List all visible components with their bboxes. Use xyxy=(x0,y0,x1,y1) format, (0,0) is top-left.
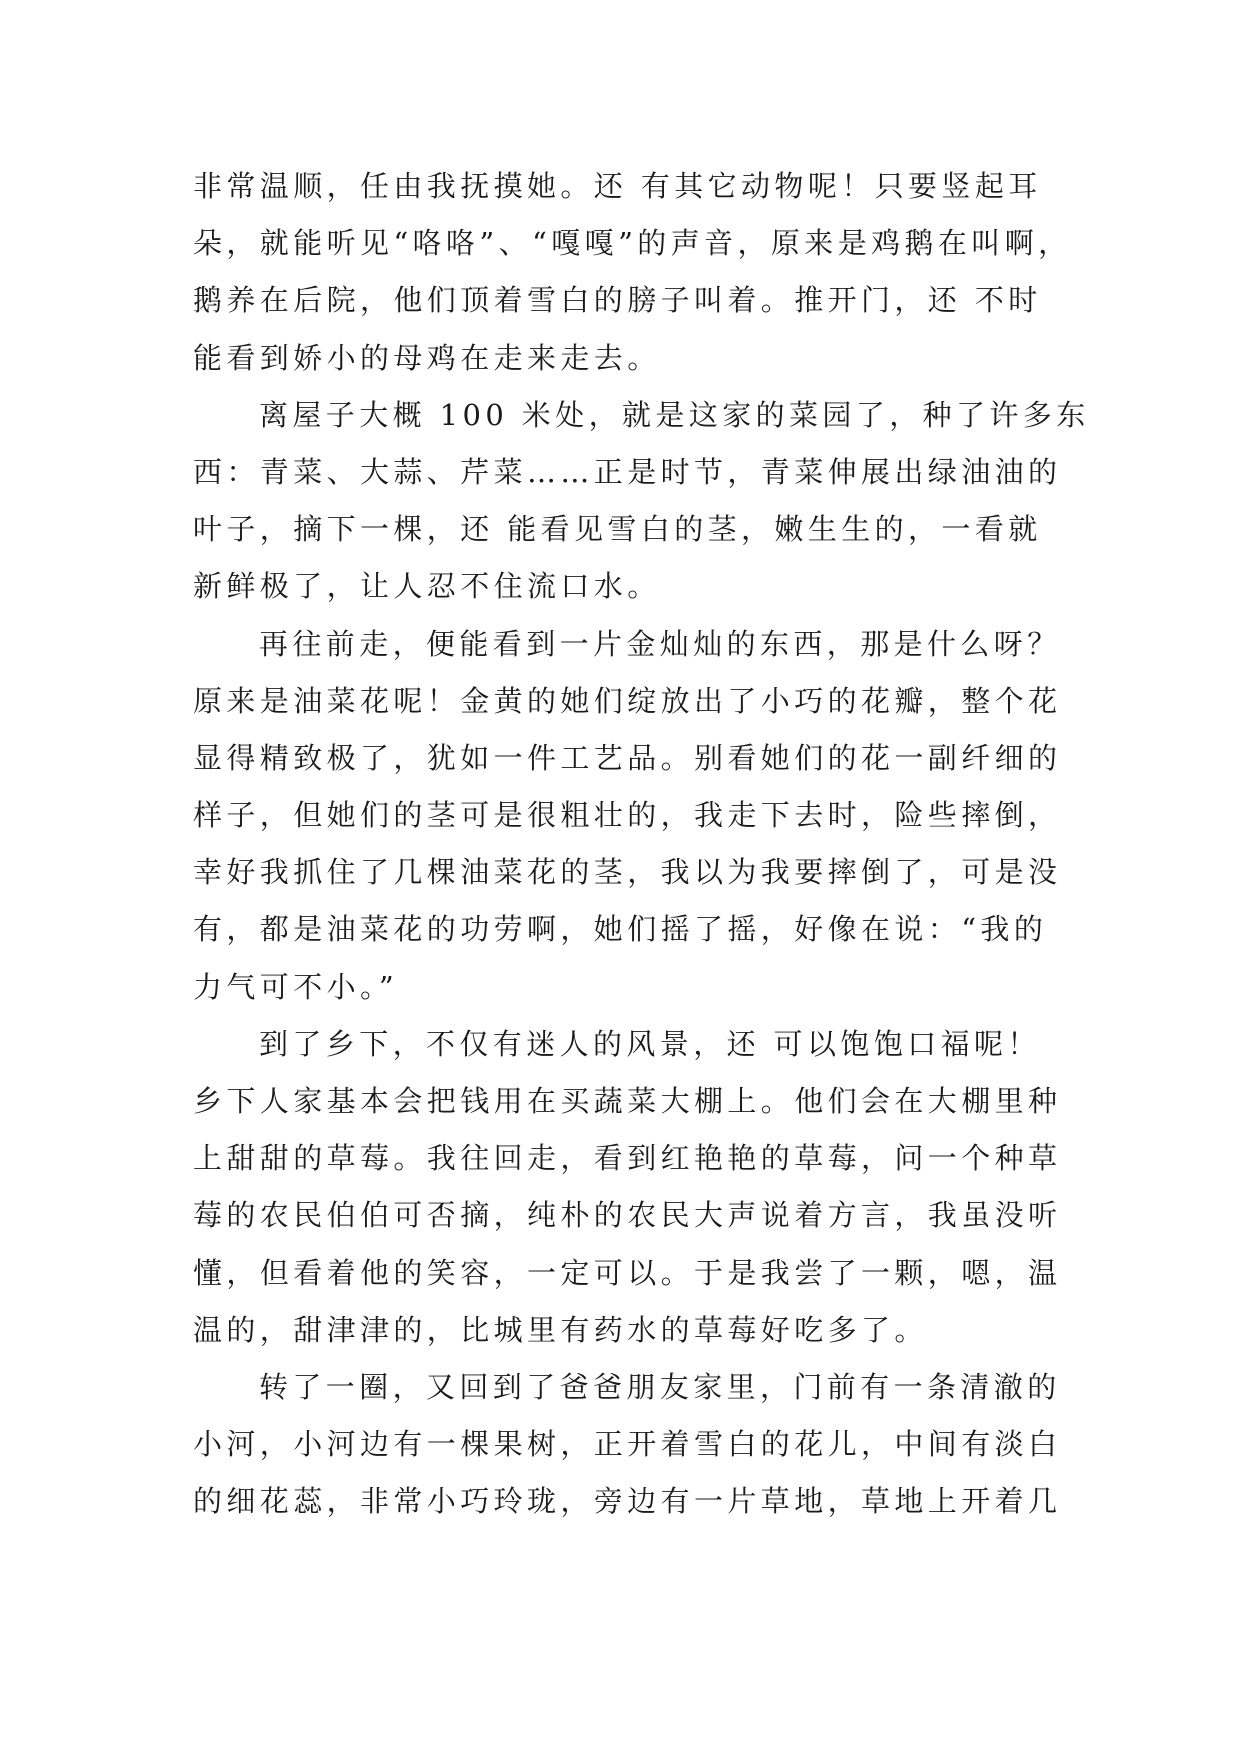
paragraph-first-line: 转了一圈，又回到了爸爸朋友家里，门前有一条清澈的 xyxy=(259,1369,1061,1404)
text-line: 有，都是油菜花的功劳啊，她们摇了摇，好像在说：“我的 xyxy=(193,912,1048,947)
text-line: 叶子，摘下一棵，还 能看见雪白的茎，嫩生生的，一看就 xyxy=(193,512,1042,547)
text-line: 鹅养在后院，他们顶着雪白的膀子叫着。推开门，还 不时 xyxy=(193,283,1042,318)
paragraph-first-line: 到了乡下，不仅有迷人的风景，还 可以饱饱口福呢！ xyxy=(259,1026,1041,1061)
text-line: 原来是油菜花呢！金黄的她们绽放出了小巧的花瓣，整个花 xyxy=(193,683,1062,718)
text-line: 朵，就能听见“咯咯”、“嘎嘎”的声音，原来是鸡鹅在叫啊， xyxy=(193,226,1072,261)
text-line: 西：青菜、大蒜、芹菜……正是时节，青菜伸展出绿油油的 xyxy=(193,454,1062,489)
text-line: 小河，小河边有一棵果树，正开着雪白的花儿，中间有淡白 xyxy=(193,1427,1062,1462)
text-line: 懂，但看着他的笑容，一定可以。于是我尝了一颗，嗯，温 xyxy=(193,1255,1062,1290)
text-line: 温的，甜津津的，比城里有药水的草莓好吃多了。 xyxy=(193,1312,928,1347)
text-line: 的细花蕊，非常小巧玲珑，旁边有一片草地，草地上开着几 xyxy=(193,1484,1062,1519)
paragraph-first-line: 离屋子大概 100 米处，就是这家的菜园了，种了许多东 xyxy=(259,397,1090,432)
paragraph-first-line: 再往前走，便能看到一片金灿灿的东西，那是什么呀？ xyxy=(259,626,1061,661)
text-line: 能看到娇小的母鸡在走来走去。 xyxy=(193,340,661,375)
text-line: 力气可不小。” xyxy=(193,969,399,1004)
text-line: 幸好我抓住了几棵油菜花的茎，我以为我要摔倒了，可是没 xyxy=(193,855,1062,890)
text-line: 非常温顺，任由我抚摸她。还 有其它动物呢！只要竖起耳 xyxy=(193,169,1042,203)
text-line: 乡下人家基本会把钱用在买蔬菜大棚上。他们会在大棚里种 xyxy=(193,1084,1062,1118)
text-line: 莓的农民伯伯可否摘，纯朴的农民大声说着方言，我虽没听 xyxy=(193,1198,1062,1233)
text-line: 样子，但她们的茎可是很粗壮的，我走下去时，险些摔倒， xyxy=(193,798,1062,833)
text-line: 显得精致极了，犹如一件工艺品。别看她们的花一副纤细的 xyxy=(193,740,1062,775)
text-line: 上甜甜的草莓。我往回走，看到红艳艳的草莓，问一个种草 xyxy=(193,1141,1062,1176)
body-text xyxy=(193,158,1090,1531)
text-line: 新鲜极了，让人忍不住流口水。 xyxy=(193,569,661,604)
